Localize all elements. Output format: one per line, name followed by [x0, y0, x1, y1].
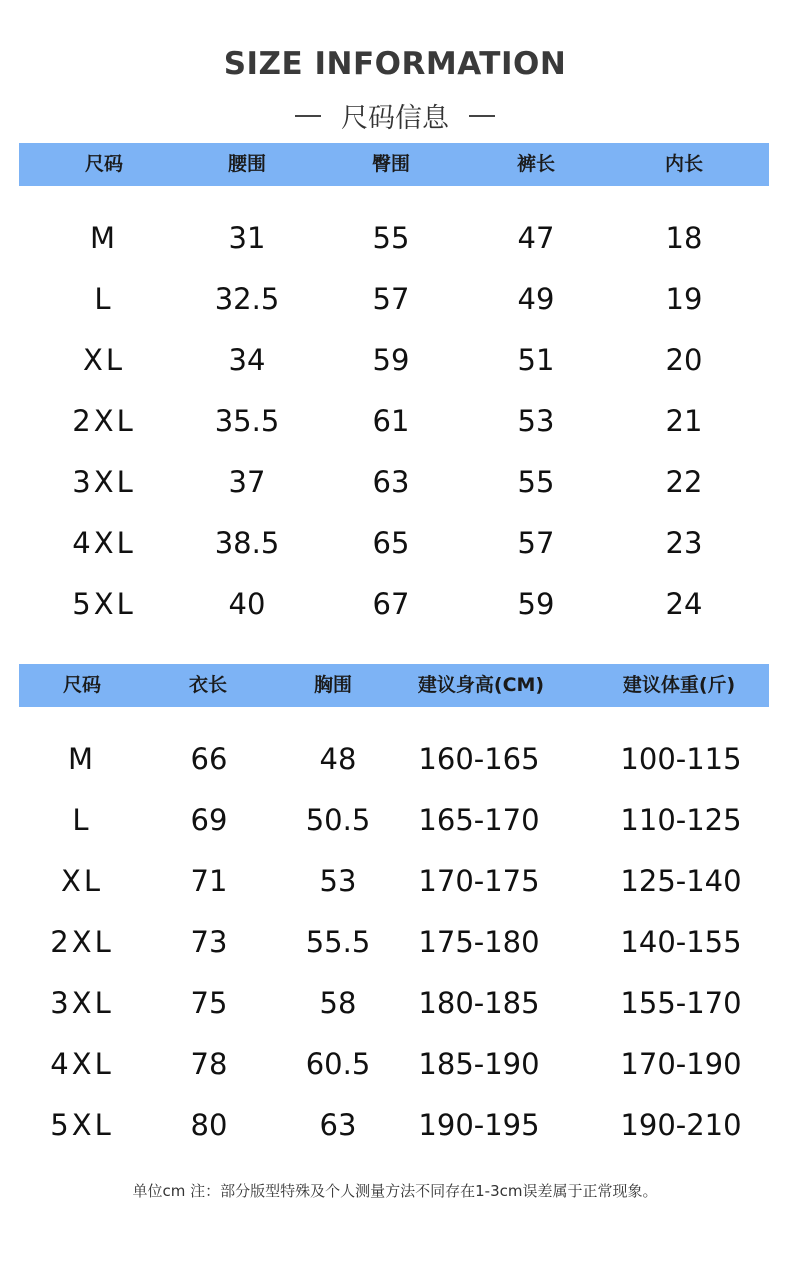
length-cell: 80	[190, 1108, 228, 1142]
chest-cell: 58	[319, 986, 357, 1020]
height-cell: 190-195	[418, 1108, 540, 1142]
height-cell: 175-180	[418, 925, 540, 959]
pants-length-cell: 53	[517, 404, 555, 438]
pants-length-cell: 51	[517, 343, 555, 377]
hip-cell: 61	[372, 404, 410, 438]
length-cell: 78	[190, 1047, 228, 1081]
table-row	[0, 396, 790, 446]
inseam-cell: 18	[665, 221, 703, 255]
size-cell: XL	[60, 864, 104, 898]
column-header: 建议身高(CM)	[417, 674, 545, 696]
table-row	[0, 856, 790, 906]
column-header: 腰围	[227, 153, 267, 175]
inseam-cell: 21	[665, 404, 703, 438]
column-header: 衣长	[188, 674, 228, 696]
size-cell: L	[72, 803, 92, 837]
weight-cell: 125-140	[620, 864, 742, 898]
column-header: 内长	[664, 153, 704, 175]
size-cell: L	[94, 282, 114, 316]
table-row	[0, 1039, 790, 1089]
column-header: 建议体重(斤)	[622, 674, 736, 696]
length-cell: 69	[190, 803, 228, 837]
size-cell: M	[89, 221, 119, 255]
waist-cell: 34	[228, 343, 266, 377]
pants-length-cell: 49	[517, 282, 555, 316]
waist-cell: 38.5	[214, 526, 280, 560]
pants-length-cell: 59	[517, 587, 555, 621]
size-cell: 2XL	[72, 404, 136, 438]
height-cell: 185-190	[418, 1047, 540, 1081]
inseam-cell: 22	[665, 465, 703, 499]
pants-length-cell: 55	[517, 465, 555, 499]
table-row	[0, 518, 790, 568]
column-header: 裤长	[516, 153, 556, 175]
pants-length-cell: 47	[517, 221, 555, 255]
height-cell: 180-185	[418, 986, 540, 1020]
subtitle-text: 尺码信息	[341, 103, 449, 134]
height-cell: 170-175	[418, 864, 540, 898]
weight-cell: 110-125	[620, 803, 742, 837]
height-cell: 165-170	[418, 803, 540, 837]
waist-cell: 40	[228, 587, 266, 621]
table-header	[19, 664, 769, 707]
chest-cell: 53	[319, 864, 357, 898]
hip-cell: 59	[372, 343, 410, 377]
weight-cell: 155-170	[620, 986, 742, 1020]
hip-cell: 57	[372, 282, 410, 316]
page-title: SIZE INFORMATION	[223, 46, 567, 82]
hip-cell: 63	[372, 465, 410, 499]
table-row	[0, 734, 790, 784]
hip-cell: 55	[372, 221, 410, 255]
weight-cell: 140-155	[620, 925, 742, 959]
size-cell: 2XL	[50, 925, 114, 959]
subtitle-left-dash	[295, 115, 321, 117]
chest-cell: 48	[319, 742, 357, 776]
table-row	[0, 274, 790, 324]
column-header: 臀围	[371, 153, 411, 175]
waist-cell: 31	[228, 221, 266, 255]
table-header	[19, 143, 769, 186]
inseam-cell: 20	[665, 343, 703, 377]
subtitle-right-dash	[469, 115, 495, 117]
size-cell: 3XL	[72, 465, 136, 499]
inseam-cell: 23	[665, 526, 703, 560]
height-cell: 160-165	[418, 742, 540, 776]
length-cell: 71	[190, 864, 228, 898]
inseam-cell: 24	[665, 587, 703, 621]
waist-cell: 32.5	[214, 282, 280, 316]
pants-length-cell: 57	[517, 526, 555, 560]
chest-cell: 63	[319, 1108, 357, 1142]
length-cell: 75	[190, 986, 228, 1020]
size-cell: M	[67, 742, 97, 776]
table-row	[0, 213, 790, 263]
hip-cell: 65	[372, 526, 410, 560]
page-subtitle	[0, 96, 790, 135]
size-cell: 3XL	[50, 986, 114, 1020]
weight-cell: 100-115	[620, 742, 742, 776]
table-row	[0, 579, 790, 629]
chest-cell: 50.5	[305, 803, 371, 837]
table-row	[0, 795, 790, 845]
chest-cell: 55.5	[305, 925, 371, 959]
waist-cell: 35.5	[214, 404, 280, 438]
weight-cell: 190-210	[620, 1108, 742, 1142]
table-row	[0, 978, 790, 1028]
measurement-footnote: 单位cm 注：部分版型特殊及个人测量方法不同存在1-3cm误差属于正常现象。	[132, 1182, 658, 1200]
column-header: 尺码	[62, 674, 102, 696]
hip-cell: 67	[372, 587, 410, 621]
size-cell: XL	[82, 343, 126, 377]
waist-cell: 37	[228, 465, 266, 499]
table-row	[0, 1100, 790, 1150]
size-cell: 5XL	[72, 587, 136, 621]
length-cell: 73	[190, 925, 228, 959]
weight-cell: 170-190	[620, 1047, 742, 1081]
length-cell: 66	[190, 742, 228, 776]
size-cell: 4XL	[50, 1047, 114, 1081]
column-header: 胸围	[313, 674, 353, 696]
inseam-cell: 19	[665, 282, 703, 316]
size-cell: 5XL	[50, 1108, 114, 1142]
table-row	[0, 457, 790, 507]
chest-cell: 60.5	[305, 1047, 371, 1081]
table-row	[0, 917, 790, 967]
size-cell: 4XL	[72, 526, 136, 560]
column-header: 尺码	[84, 153, 124, 175]
table-row	[0, 335, 790, 385]
